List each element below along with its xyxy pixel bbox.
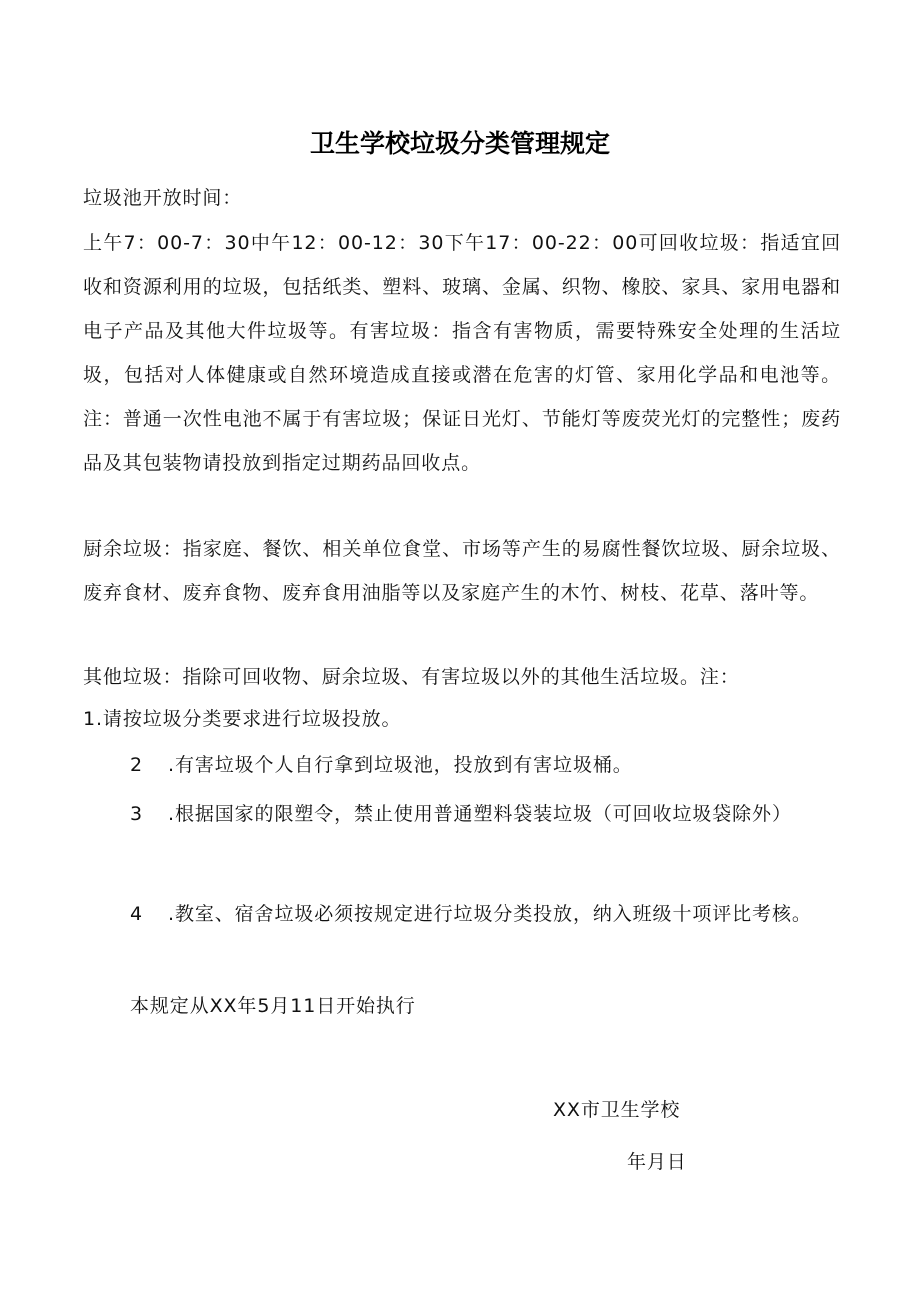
rule-item-2 <box>130 741 841 789</box>
signature-date: 年月日 <box>627 1151 687 1173</box>
kitchen-waste-paragraph: 厨余垃圾：指家庭、餐饮、相关单位食堂、市场等产生的易腐性餐饮垃圾、厨余垃圾、废弃食材、废弃食物、废弃食用油脂等以及家庭产生的木竹、树枝、花草、落叶等。 <box>83 538 841 604</box>
effective-date: 本规定从XX年5月11日开始执行 <box>130 995 416 1017</box>
rule-item-3 <box>130 790 841 838</box>
other-waste-paragraph: 其他垃圾：指除可回收物、厨余垃圾、有害垃圾以外的其他生活垃圾。注： <box>83 666 740 688</box>
rule-number: 4 <box>130 903 143 925</box>
rule-text: .根据国家的限塑令，禁止使用普通塑料袋装垃圾（可回收垃圾袋除外） <box>168 803 792 825</box>
signature-organization: XX市卫生学校 <box>553 1099 681 1121</box>
rule-number: 2 <box>130 754 143 776</box>
rule-item-1: 1.请按垃圾分类要求进行垃圾投放。 <box>83 708 402 730</box>
open-time-label: 垃圾池开放时间： <box>83 187 243 209</box>
rule-text: .有害垃圾个人自行拿到垃圾池，投放到有害垃圾桶。 <box>168 754 633 776</box>
rule-text: .教室、宿舍垃圾必须按规定进行垃圾分类投放，纳入班级十项评比考核。 <box>168 903 812 925</box>
page-title: 卫生学校垃圾分类管理规定 <box>309 129 610 158</box>
open-time-and-recyclable-paragraph: 上午7：00-7：30中午12：00-12：30下午17：00-22：00可回收垃圾：指适宜回收和资源利用的垃圾，包括纸类、塑料、玻璃、金属、织物、橡胶、家具、家用电器和电子产品及其他大件垃圾等。有害垃圾：指含有害物质，需要特殊安全处理的生活垃圾，包括对人体健康或自然环境造成直接或潜在危害的灯管、家用化学品和电池等。注：普通一次性电池不属于有害垃圾；保证日光灯、节能灯等废荧光灯的完整性；废药品及其包装物请投放到指定过期药品回收点。 <box>83 232 841 474</box>
rule-item-4 <box>130 890 841 938</box>
rule-number: 3 <box>130 803 143 825</box>
